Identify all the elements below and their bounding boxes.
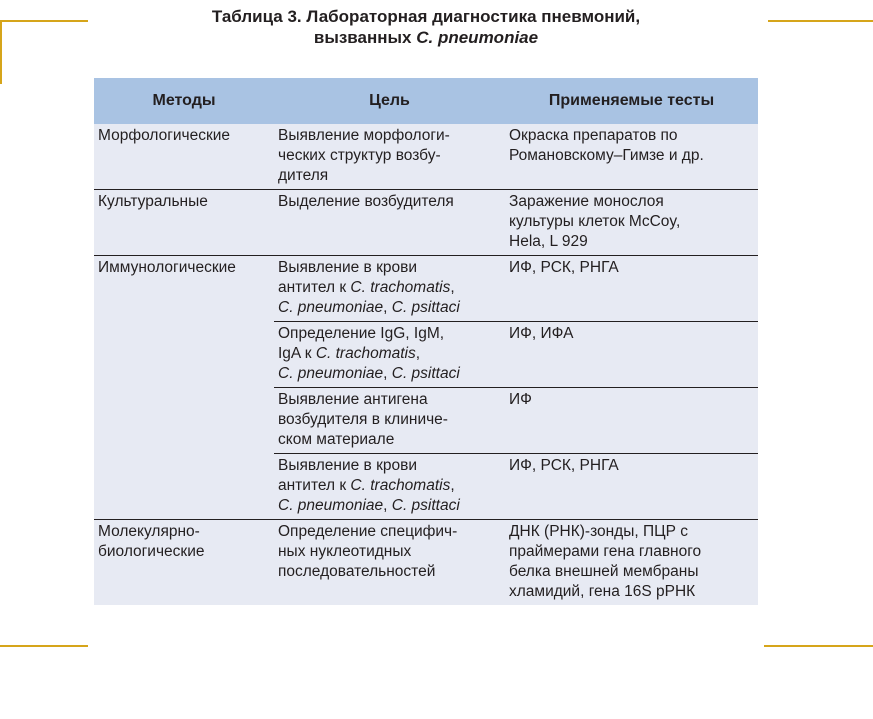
cell-text: Определение IgG, IgM,: [278, 325, 445, 342]
organism-name: C. pneumoniae: [278, 497, 384, 514]
tests-cell: [505, 454, 758, 520]
text-part: ,: [383, 299, 392, 316]
method-cell: [94, 124, 274, 190]
goal-cell: [274, 520, 505, 606]
cell-text: ДНК (РНК)-зонды, ПЦР с: [509, 523, 688, 540]
cell-text: ИФ, РСК, РНГА: [509, 259, 619, 276]
tests-cell: [505, 322, 758, 388]
table-row: [94, 520, 758, 606]
cell-text: праймерами гена главного: [509, 543, 702, 560]
cell-text: ском материале: [278, 431, 395, 448]
organism-name: C. pneumoniae: [278, 299, 384, 316]
method-cell: [94, 190, 274, 256]
organism-name: C. psittaci: [391, 365, 460, 382]
decor-line-bottom-left: [0, 645, 88, 647]
cell-text: биологические: [98, 543, 205, 560]
cell-text: Окраска препаратов по: [509, 127, 678, 144]
header-tests: Применяемые тесты: [505, 78, 758, 124]
cell-text: [278, 344, 502, 364]
text-part: ,: [450, 477, 455, 494]
cell-text: ческих структур возбу-: [278, 147, 441, 164]
goal-cell: [274, 190, 505, 256]
table-title-organism: C. pneumoniae: [416, 28, 539, 47]
tests-cell: [505, 520, 758, 606]
cell-text: Hela, L 929: [509, 233, 588, 250]
cell-text: культуры клеток McCoy,: [509, 213, 681, 230]
decor-line-bottom-right: [764, 645, 873, 647]
organism-name: C. trachomatis: [350, 477, 451, 494]
organism-name: C. trachomatis: [350, 279, 451, 296]
cell-text: Определение специфич-: [278, 523, 458, 540]
goal-cell: [274, 256, 505, 322]
cell-text: Молекулярно-: [98, 523, 200, 540]
table-row: [94, 190, 758, 256]
cell-text: хламидий, гена 16S рРНК: [509, 583, 696, 600]
text-part: ,: [383, 497, 392, 514]
text-part: антител к: [278, 279, 351, 296]
cell-text: ИФ, ИФА: [509, 325, 574, 342]
cell-text: [278, 278, 502, 298]
cell-text: Культуральные: [98, 193, 208, 210]
table-title-line-1: Таблица 3. Лабораторная диагностика пневмоний,: [211, 7, 641, 26]
goal-cell: [274, 454, 505, 520]
method-cell: [94, 256, 274, 520]
cell-text: Выявление в крови: [278, 259, 418, 276]
cell-text: Романовскому–Гимзе и др.: [509, 147, 704, 164]
tests-cell: [505, 190, 758, 256]
goal-cell: [274, 322, 505, 388]
diagnostics-table: [94, 78, 758, 605]
cell-text: Выявление в крови: [278, 457, 418, 474]
text-part: ,: [450, 279, 455, 296]
table-row: [94, 256, 758, 322]
tests-cell: [505, 124, 758, 190]
table-title: [94, 6, 758, 48]
cell-text: дителя: [278, 167, 329, 184]
organism-name: C. psittaci: [391, 497, 460, 514]
text-part: антител к: [278, 477, 351, 494]
cell-text: Выявление морфологи-: [278, 127, 450, 144]
cell-text: последовательностей: [278, 563, 436, 580]
decor-line-top-left-h: [0, 20, 88, 22]
goal-cell: [274, 388, 505, 454]
cell-text: Морфологические: [98, 127, 231, 144]
organism-name: C. psittaci: [391, 299, 460, 316]
cell-text: ных нуклеотидных: [278, 543, 412, 560]
text-part: IgA к: [278, 345, 316, 362]
cell-text: возбудителя в клиниче-: [278, 411, 448, 428]
table-title-line-2-prefix: вызванных: [313, 28, 417, 47]
method-cell: [94, 520, 274, 606]
organism-name: C. trachomatis: [315, 345, 416, 362]
organism-name: C. pneumoniae: [278, 365, 384, 382]
goal-cell: [274, 124, 505, 190]
cell-text: [278, 364, 502, 384]
text-part: ,: [415, 345, 421, 362]
table-row: [94, 124, 758, 190]
table-header-row: [94, 78, 758, 124]
cell-text: [278, 476, 502, 496]
table-title-line-2: [94, 27, 758, 48]
header-goal: Цель: [274, 78, 505, 124]
cell-text: Иммунологические: [98, 259, 236, 276]
decor-line-top-right: [768, 20, 873, 22]
cell-text: белка внешней мембраны: [509, 563, 699, 580]
text-part: ,: [383, 365, 392, 382]
cell-text: ИФ: [509, 391, 532, 408]
tests-cell: [505, 256, 758, 322]
header-methods: Методы: [94, 78, 274, 124]
cell-text: Заражение монослоя: [509, 193, 664, 210]
tests-cell: [505, 388, 758, 454]
cell-text: [278, 496, 502, 516]
cell-text: ИФ, РСК, РНГА: [509, 457, 619, 474]
cell-text: [278, 298, 502, 318]
cell-text: Выделение возбудителя: [278, 193, 454, 210]
cell-text: Выявление антигена: [278, 391, 428, 408]
decor-line-top-left-v: [0, 20, 2, 84]
